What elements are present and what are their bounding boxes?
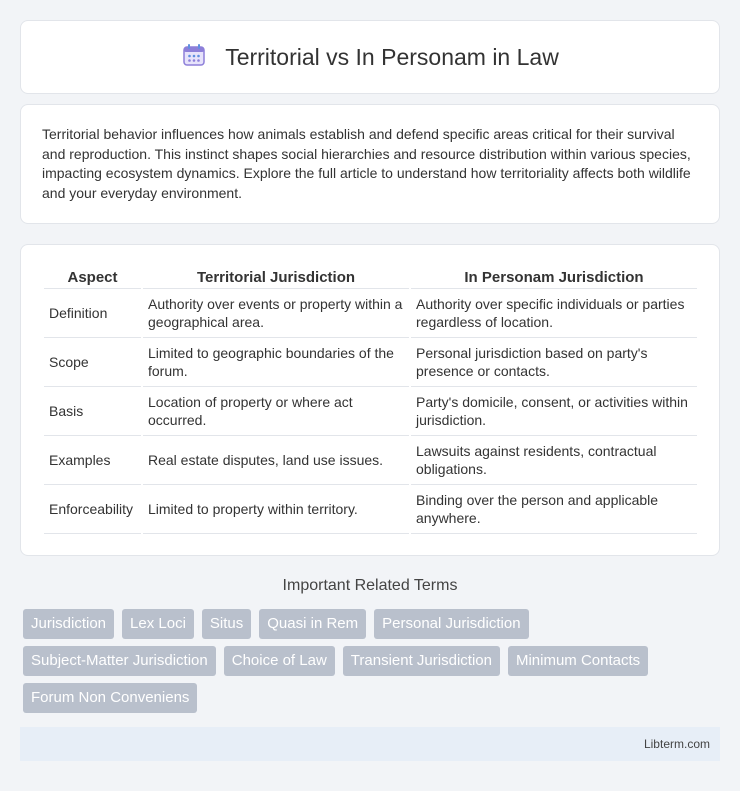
cell-territorial: Limited to geographic boundaries of the forum. bbox=[143, 338, 409, 387]
tag-choice-of-law[interactable]: Choice of Law bbox=[224, 646, 335, 676]
intro-card bbox=[20, 104, 720, 224]
tag-personal-jurisdiction[interactable]: Personal Jurisdiction bbox=[374, 609, 528, 639]
cell-aspect: Scope bbox=[44, 338, 141, 387]
cell-aspect: Enforceability bbox=[44, 485, 141, 534]
related-tags bbox=[23, 609, 713, 713]
tag-quasi-in-rem[interactable]: Quasi in Rem bbox=[259, 609, 366, 639]
related-terms-title: Important Related Terms bbox=[282, 577, 458, 594]
page-title: Territorial vs In Personam in Law bbox=[225, 43, 559, 70]
cell-territorial: Authority over events or property within a geographical area. bbox=[143, 289, 409, 338]
cell-aspect: Definition bbox=[44, 289, 141, 338]
table-row bbox=[44, 289, 697, 338]
title-wrap bbox=[181, 42, 559, 73]
tag-situs[interactable]: Situs bbox=[202, 609, 251, 639]
cell-in-personam: Party's domicile, consent, or activities within jurisdiction. bbox=[411, 387, 697, 436]
footer-site-link[interactable]: Libterm.com bbox=[643, 737, 710, 751]
footer bbox=[20, 727, 720, 761]
tag-minimum-contacts[interactable]: Minimum Contacts bbox=[508, 646, 648, 676]
comparison-card bbox=[20, 244, 720, 556]
header-aspect: Aspect bbox=[44, 267, 141, 289]
calendar-icon bbox=[181, 42, 207, 73]
cell-in-personam: Authority over specific individuals or parties regardless of location. bbox=[411, 289, 697, 338]
table-row bbox=[44, 485, 697, 534]
table-row bbox=[44, 338, 697, 387]
cell-territorial: Limited to property within territory. bbox=[143, 485, 409, 534]
cell-in-personam: Lawsuits against residents, contractual obligations. bbox=[411, 436, 697, 485]
tag-transient-jurisdiction[interactable]: Transient Jurisdiction bbox=[343, 646, 500, 676]
tag-forum-non-conveniens[interactable]: Forum Non Conveniens bbox=[23, 683, 197, 713]
header-in-personam: In Personam Jurisdiction bbox=[411, 267, 697, 289]
comparison-table bbox=[42, 267, 699, 534]
cell-in-personam: Binding over the person and applicable anywhere. bbox=[411, 485, 697, 534]
cell-in-personam: Personal jurisdiction based on party's presence or contacts. bbox=[411, 338, 697, 387]
header-card bbox=[20, 20, 720, 94]
cell-aspect: Examples bbox=[44, 436, 141, 485]
cell-territorial: Location of property or where act occurred. bbox=[143, 387, 409, 436]
table-row bbox=[44, 387, 697, 436]
header-territorial: Territorial Jurisdiction bbox=[143, 267, 409, 289]
table-row bbox=[44, 436, 697, 485]
intro-text: Territorial behavior influences how animals establish and defend specific areas critical for their survival and reproduction. This instinct shapes social hierarchies and resource distribution within various species, impacting ecosystem dynamics. Explore the full article to understand how territoriality affects both wildlife and your everyday environment. bbox=[42, 126, 691, 201]
tag-jurisdiction[interactable]: Jurisdiction bbox=[23, 609, 114, 639]
tag-lex-loci[interactable]: Lex Loci bbox=[122, 609, 194, 639]
cell-territorial: Real estate disputes, land use issues. bbox=[143, 436, 409, 485]
table-header-row bbox=[44, 267, 697, 289]
tag-subject-matter-jurisdiction[interactable]: Subject-Matter Jurisdiction bbox=[23, 646, 216, 676]
cell-aspect: Basis bbox=[44, 387, 141, 436]
